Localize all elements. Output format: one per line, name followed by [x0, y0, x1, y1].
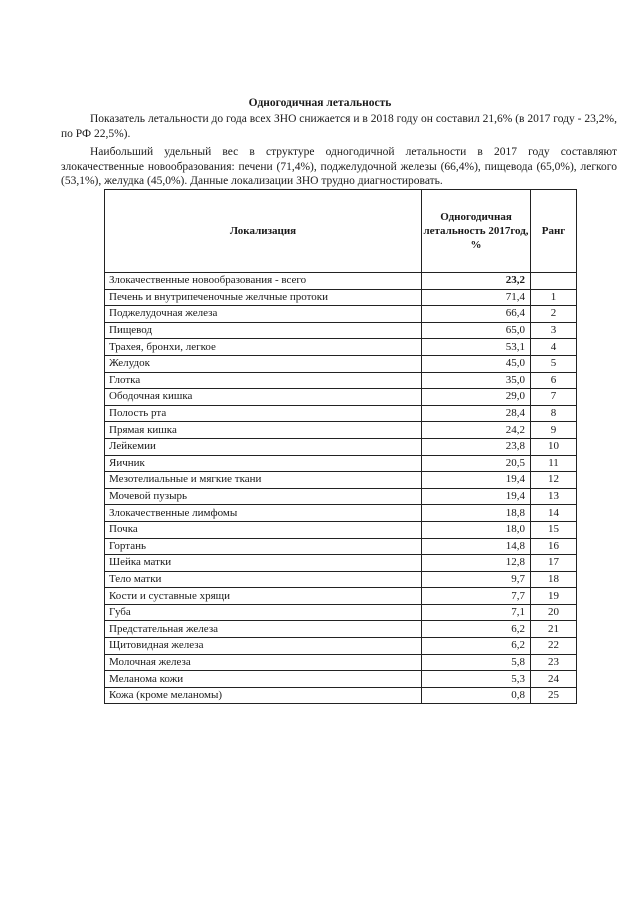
- table-row-total: [105, 273, 577, 290]
- row-rank: 23: [531, 654, 577, 671]
- row-localization: Глотка: [105, 372, 422, 389]
- table-row: [105, 355, 577, 372]
- total-value: 23,2: [422, 273, 531, 290]
- row-localization: Молочная железа: [105, 654, 422, 671]
- row-rank: 3: [531, 322, 577, 339]
- table-row: [105, 422, 577, 439]
- row-mortality-value: 23,8: [422, 438, 531, 455]
- row-localization: Ободочная кишка: [105, 389, 422, 406]
- paragraph-mortality-trend: Показатель летальности до года всех ЗНО снижается и в 2018 году он составил 21,6% (в 2017 году - 23,2%, по РФ 22,5%).: [61, 113, 617, 140]
- row-rank: 15: [531, 521, 577, 538]
- table-row: [105, 638, 577, 655]
- row-mortality-value: 6,2: [422, 638, 531, 655]
- row-mortality-value: 6,2: [422, 621, 531, 638]
- paragraph-mortality-structure: Наибольший удельный вес в структуре одногодичной летальности в 2017 году составляют злокачественные новообразования: печени (71,4%), поджелудочной железы (66,4%), пищевода (65,0%), легкого (53,1%), желудка (45,0%). Данные локализации ЗНО трудно диагностировать.: [61, 146, 617, 187]
- table-row: [105, 555, 577, 572]
- row-mortality-value: 18,0: [422, 521, 531, 538]
- table-row: [105, 621, 577, 638]
- row-rank: 17: [531, 555, 577, 572]
- row-rank: 21: [531, 621, 577, 638]
- table-header-row: [105, 190, 577, 273]
- row-rank: 10: [531, 438, 577, 455]
- row-localization: Поджелудочная железа: [105, 306, 422, 323]
- row-rank: 16: [531, 538, 577, 555]
- table-row: [105, 521, 577, 538]
- row-mortality-value: 19,4: [422, 488, 531, 505]
- row-localization: Щитовидная железа: [105, 638, 422, 655]
- row-mortality-value: 19,4: [422, 472, 531, 489]
- row-localization: Лейкемии: [105, 438, 422, 455]
- table-row: [105, 306, 577, 323]
- row-rank: 5: [531, 355, 577, 372]
- row-mortality-value: 45,0: [422, 355, 531, 372]
- row-mortality-value: 29,0: [422, 389, 531, 406]
- row-localization: Гортань: [105, 538, 422, 555]
- row-localization: Меланома кожи: [105, 671, 422, 688]
- row-localization: Кости и суставные хрящи: [105, 588, 422, 605]
- row-rank: 11: [531, 455, 577, 472]
- row-localization: Полость рта: [105, 405, 422, 422]
- row-localization: Трахея, бронхи, легкое: [105, 339, 422, 356]
- row-localization: Прямая кишка: [105, 422, 422, 439]
- table-row: [105, 322, 577, 339]
- row-rank: 6: [531, 372, 577, 389]
- row-localization: Предстательная железа: [105, 621, 422, 638]
- row-mortality-value: 18,8: [422, 505, 531, 522]
- header-mortality: Одногодичная летальность 2017год, %: [422, 190, 531, 273]
- row-mortality-value: 14,8: [422, 538, 531, 555]
- mortality-table: [104, 189, 577, 704]
- row-rank: 24: [531, 671, 577, 688]
- row-localization: Шейка матки: [105, 555, 422, 572]
- row-rank: 14: [531, 505, 577, 522]
- table-row: [105, 372, 577, 389]
- total-rank: [531, 273, 577, 290]
- row-localization: Кожа (кроме меланомы): [105, 687, 422, 704]
- row-mortality-value: 0,8: [422, 687, 531, 704]
- row-rank: 13: [531, 488, 577, 505]
- row-rank: 2: [531, 306, 577, 323]
- header-localization: Локализация: [105, 190, 422, 273]
- row-mortality-value: 20,5: [422, 455, 531, 472]
- row-rank: 22: [531, 638, 577, 655]
- table-row: [105, 472, 577, 489]
- table-row: [105, 389, 577, 406]
- row-mortality-value: 5,8: [422, 654, 531, 671]
- table-row: [105, 588, 577, 605]
- row-mortality-value: 71,4: [422, 289, 531, 306]
- row-localization: Почка: [105, 521, 422, 538]
- row-rank: 12: [531, 472, 577, 489]
- table-row: [105, 339, 577, 356]
- row-rank: 25: [531, 687, 577, 704]
- row-mortality-value: 5,3: [422, 671, 531, 688]
- row-localization: Мочевой пузырь: [105, 488, 422, 505]
- row-mortality-value: 7,7: [422, 588, 531, 605]
- table-row: [105, 438, 577, 455]
- table-row: [105, 671, 577, 688]
- row-mortality-value: 28,4: [422, 405, 531, 422]
- row-mortality-value: 7,1: [422, 604, 531, 621]
- table-row: [105, 488, 577, 505]
- row-localization: Пищевод: [105, 322, 422, 339]
- row-localization: Яичник: [105, 455, 422, 472]
- row-localization: Мезотелиальные и мягкие ткани: [105, 472, 422, 489]
- row-localization: Злокачественные лимфомы: [105, 505, 422, 522]
- table-row: [105, 289, 577, 306]
- row-rank: 1: [531, 289, 577, 306]
- table-row: [105, 687, 577, 704]
- row-rank: 18: [531, 571, 577, 588]
- header-rank: Ранг: [531, 190, 577, 273]
- table-row: [105, 405, 577, 422]
- row-localization: Печень и внутрипеченочные желчные протоки: [105, 289, 422, 306]
- total-name: Злокачественные новообразования - всего: [105, 273, 422, 290]
- table-row: [105, 654, 577, 671]
- row-mortality-value: 24,2: [422, 422, 531, 439]
- row-rank: 20: [531, 604, 577, 621]
- row-mortality-value: 35,0: [422, 372, 531, 389]
- row-localization: Губа: [105, 604, 422, 621]
- table-row: [105, 538, 577, 555]
- table-row: [105, 604, 577, 621]
- table-row: [105, 505, 577, 522]
- row-localization: Тело матки: [105, 571, 422, 588]
- row-mortality-value: 53,1: [422, 339, 531, 356]
- table-row: [105, 571, 577, 588]
- row-mortality-value: 66,4: [422, 306, 531, 323]
- row-mortality-value: 12,8: [422, 555, 531, 572]
- row-rank: 19: [531, 588, 577, 605]
- row-rank: 4: [531, 339, 577, 356]
- table-row: [105, 455, 577, 472]
- row-rank: 8: [531, 405, 577, 422]
- document-heading: Одногодичная летальность: [248, 97, 392, 109]
- row-mortality-value: 9,7: [422, 571, 531, 588]
- row-localization: Желудок: [105, 355, 422, 372]
- row-mortality-value: 65,0: [422, 322, 531, 339]
- row-rank: 9: [531, 422, 577, 439]
- row-rank: 7: [531, 389, 577, 406]
